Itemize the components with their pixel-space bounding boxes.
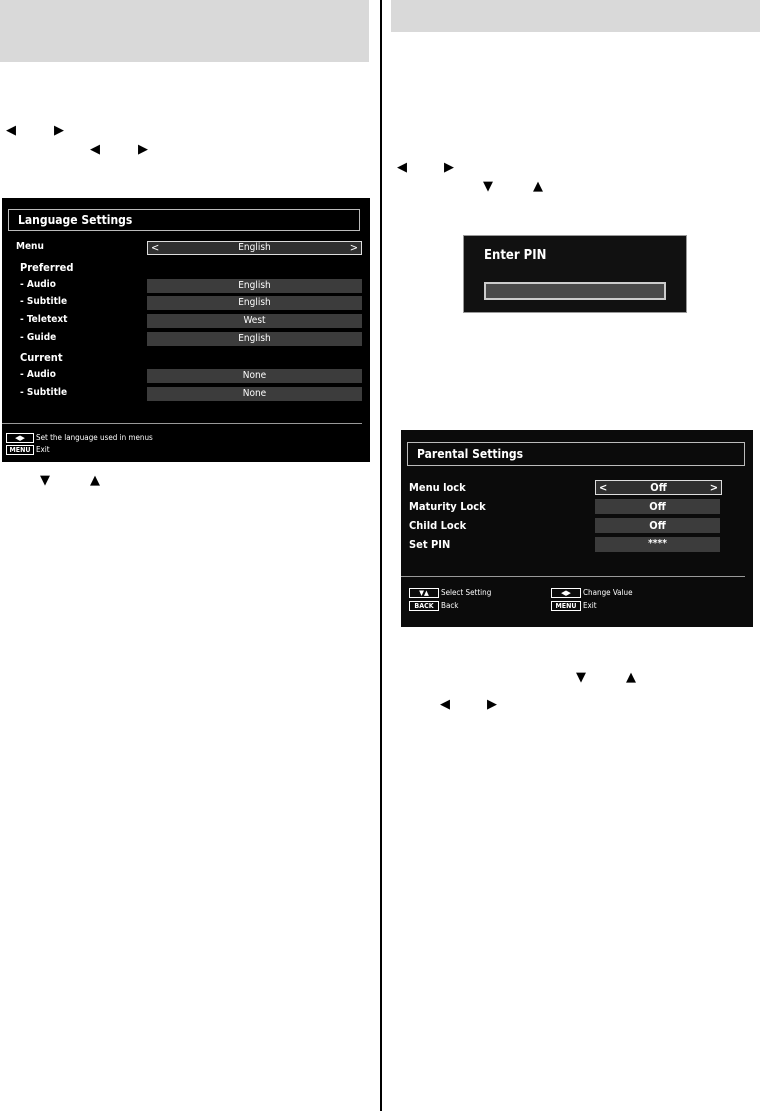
language-settings-screen: [2, 198, 370, 462]
up-arrow-icon: ▲: [90, 473, 100, 488]
chevron-left-icon[interactable]: <: [599, 481, 608, 494]
chevron-right-icon[interactable]: >: [349, 241, 358, 254]
row-label-subtitle: - Subtitle: [20, 387, 68, 398]
footer-divider: [401, 576, 745, 577]
pin-input[interactable]: [484, 282, 666, 300]
back-hint: Back: [441, 601, 459, 610]
up-down-key-icon: [409, 588, 439, 598]
row-label-audio: - Audio: [20, 369, 56, 380]
up-arrow-icon: ▲: [533, 179, 543, 194]
language-settings-title: Language Settings: [18, 213, 133, 227]
enter-pin-dialog: [463, 235, 687, 313]
preferred-teletext-value[interactable]: West: [147, 314, 362, 328]
menu-key-icon: MENU: [6, 445, 34, 455]
right-header-bar: [391, 0, 760, 32]
down-arrow-icon: ▼: [483, 179, 493, 194]
down-arrow-icon: ▼: [40, 473, 50, 488]
maturity-lock-value[interactable]: Off: [595, 499, 720, 514]
left-arrow-icon: ◀: [561, 589, 566, 597]
parental-settings-screen: [401, 430, 753, 627]
menu-lock-value: Off: [650, 481, 667, 494]
set-pin-value[interactable]: ****: [595, 537, 720, 552]
right-arrow-icon: ▶: [566, 589, 571, 597]
hint-text: Set the language used in menus: [36, 433, 153, 442]
select-setting-hint: Select Setting: [441, 588, 492, 597]
right-arrow-icon: ▶: [444, 160, 454, 175]
right-arrow-icon: ▶: [20, 434, 25, 442]
preferred-audio-value[interactable]: English: [147, 279, 362, 293]
menu-language-selector[interactable]: [147, 241, 362, 255]
screen-title: [407, 442, 745, 466]
left-header-bar: [0, 0, 369, 62]
down-arrow-icon: ▼: [576, 670, 586, 685]
child-lock-value[interactable]: Off: [595, 518, 720, 533]
pin-title: Enter PIN: [484, 248, 547, 263]
current-audio-value: None: [147, 369, 362, 383]
up-arrow-icon: ▲: [424, 589, 429, 597]
chevron-right-icon[interactable]: >: [709, 481, 718, 494]
current-subtitle-value: None: [147, 387, 362, 401]
left-arrow-icon: ◀: [6, 123, 16, 138]
change-value-hint: Change Value: [583, 588, 633, 597]
preferred-guide-value[interactable]: English: [147, 332, 362, 346]
row-label-subtitle: - Subtitle: [20, 296, 68, 307]
row-label-teletext: - Teletext: [20, 314, 68, 325]
right-arrow-icon: ▶: [54, 123, 64, 138]
menu-key-icon: MENU: [551, 601, 581, 611]
left-arrow-icon: ◀: [90, 142, 100, 157]
row-label-maturity-lock: Maturity Lock: [409, 500, 486, 513]
left-right-key-icon: [551, 588, 581, 598]
up-arrow-icon: ▲: [626, 670, 636, 685]
parental-settings-title: Parental Settings: [417, 447, 524, 461]
chevron-left-icon[interactable]: <: [151, 241, 160, 254]
back-key-icon: BACK: [409, 601, 439, 611]
section-current: Current: [20, 351, 63, 364]
exit-hint: Exit: [36, 445, 50, 454]
row-label-menu: Menu: [16, 241, 44, 252]
row-label-audio: - Audio: [20, 279, 56, 290]
row-label-guide: - Guide: [20, 332, 57, 343]
menu-lock-selector[interactable]: [595, 480, 722, 495]
row-label-menu-lock: Menu lock: [409, 481, 466, 494]
row-label-set-pin: Set PIN: [409, 538, 451, 551]
left-arrow-icon: ◀: [15, 434, 20, 442]
footer-divider: [2, 423, 362, 424]
down-arrow-icon: ▼: [419, 589, 424, 597]
preferred-subtitle-value[interactable]: English: [147, 296, 362, 310]
section-preferred: Preferred: [20, 261, 74, 274]
row-label-child-lock: Child Lock: [409, 519, 467, 532]
menu-language-value: English: [238, 242, 271, 253]
exit-hint: Exit: [583, 601, 597, 610]
left-right-key-icon: [6, 433, 34, 443]
right-arrow-icon: ▶: [138, 142, 148, 157]
left-arrow-icon: ◀: [440, 697, 450, 712]
left-arrow-icon: ◀: [397, 160, 407, 175]
screen-title: [8, 209, 360, 231]
column-divider: [380, 0, 382, 1111]
right-arrow-icon: ▶: [487, 697, 497, 712]
